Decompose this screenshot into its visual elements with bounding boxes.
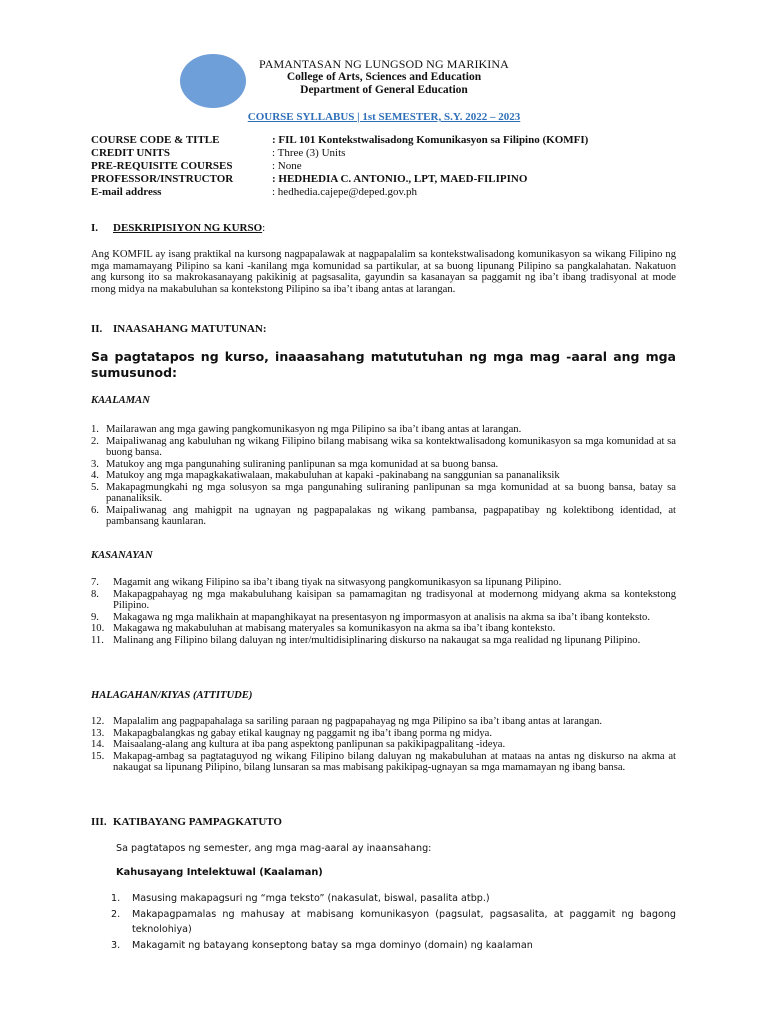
intellectual-list	[91, 891, 676, 953]
kasanayan-list	[91, 577, 676, 646]
list-item: 12. Mapalalim ang pagpapahalaga sa sariling paraan ng pagpapahayag ng mga Pilipino sa iba’t ibang antas at larangan.	[91, 716, 603, 727]
list-item: 9. Makagawa ng mga malikhain at mapanghikayat na presentasyon ng impormasyon at analisis na akma sa iba’t ibang konteksto.	[91, 611, 651, 623]
list-item: 3. Makagamit ng batayang konseptong batay sa mga dominyo (domain) ng kaalaman	[111, 939, 533, 951]
list-item: 1. Masusing makapagsuri ng “mga teksto” (nakasulat, biswal, pasalita atbp.)	[111, 893, 490, 904]
university-name: PAMANTASAN NG LUNGSOD NG MARIKINA	[259, 57, 509, 71]
kasanayan-heading: KASANAYAN	[91, 550, 153, 561]
halagahan-list	[91, 716, 676, 774]
list-item: 2. Makapagpamalas ng mahusay at mabisang komunikasyon (pagsulat, pagsasalita, at paggamit ng bagong teknolohiya)	[111, 908, 676, 935]
professor-label: PROFESSOR/INSTRUCTOR	[91, 173, 234, 185]
kaalaman-heading: KAALAMAN	[91, 395, 150, 406]
course-code-label: COURSE CODE & TITLE	[91, 134, 220, 146]
credit-units-value: : Three (3) Units	[272, 147, 346, 159]
list-item: 7. Magamit ang wikang Filipino sa iba’t ibang tiyak na sitwasyong pangkomunikasyon sa lipunang Pilipino.	[91, 577, 562, 588]
email-label: E-mail address	[91, 186, 162, 198]
professor-value: : HEDHEDIA C. ANTONIO., LPT, MAED-FILIPINO	[272, 173, 528, 185]
college-name: College of Arts, Sciences and Education	[286, 71, 482, 83]
course-description: Ang KOMFIL ay isang praktikal na kursong nagpapalawak at nagpapalalim sa kontekstwalisadong komunikasyon sa wikang Filipino ng mga mamamayang Pilipino sa kani -kanilang mga komunidad sa partikular, at sa buong lipunang Pilipino sa pangkalahatan. Nakatuon ang kursong ito sa makrokasanayang pakikinig at pagsasalita, gayundin sa kasanayan sa paggamit ng iba’t ibang tradisyonal at mode rnong midya na makabuluhan sa kontekstong Pilipino sa iba’t ibang antas at larangan.	[91, 249, 676, 295]
section-1-heading: I. DESKRIPISIYON NG KURSO:	[91, 222, 266, 234]
list-item: 13. Makapagbalangkas ng gabay etikal kaugnay ng paggamit ng iba’t ibang porma ng midya.	[91, 727, 493, 739]
halagahan-heading: HALAGAHAN/KIYAS (ATTITUDE)	[91, 690, 253, 701]
list-item: 3. Matukoy ang mga pangunahing suliraning panlipunan sa mga komunidad at sa buong bansa.	[91, 458, 499, 470]
outcomes-intro: Sa pagtatapos ng semester, ang mga mag-aaral ay inaansahang:	[116, 843, 432, 854]
list-item: 1. Mailarawan ang mga gawing pangkomunikasyon ng mga Pilipino sa iba’t ibang antas at larangan.	[91, 424, 522, 435]
intellectual-heading: Kahusayang Intelektuwal (Kaalaman)	[116, 867, 323, 878]
learning-outcomes-intro: Sa pagtatapos ng kurso, inaaasahang matututuhan ng mga mag -aaral ang mga sumusunod:	[91, 349, 676, 380]
email-value: : hedhedia.cajepe@deped.gov.ph	[272, 186, 418, 198]
syllabus-title: COURSE SYLLABUS | 1st SEMESTER, S.Y. 2022 – 2023	[247, 111, 521, 123]
prerequisite-value: : None	[272, 160, 302, 172]
department-name: Department of General Education	[300, 84, 468, 96]
list-item: 11. Malinang ang Filipino bilang daluyan ng inter/multidisiplinaring diskurso na nakaugat sa mga realidad ng lipunang Pilipino.	[91, 634, 641, 646]
list-item: 14. Maisaalang-alang ang kultura at iba pang aspektong panlipunan sa pakikipagpalitang -ideya.	[91, 739, 506, 750]
list-item: 15. Makapag-ambag sa pagtataguyod ng wikang Filipino bilang daluyan ng makabuluhan at mataas na antas ng diskurso na akma at nakaugat sa lipunang Pilipino, bilang lunsaran sa mas mabisang pakikipag-ugnayan sa mga mamamayan ng ibang bansa.	[91, 750, 676, 773]
list-item: 2. Maipaliwanag ang kabuluhan ng wikang Filipino bilang mabisang wika sa kontektwalisadong komunikasyon sa mga komunidad at sa buong bansa.	[91, 435, 676, 458]
list-item: 4. Matukoy ang mga mapagkakatiwalaan, makabuluhan at kapaki -pakinabang na sanggunian sa pananaliksik	[91, 470, 560, 481]
prerequisite-label: PRE-REQUISITE COURSES	[91, 160, 233, 172]
course-code-value: : FIL 101 Kontekstwalisadong Komunikasyon sa Filipino (KOMFI)	[272, 134, 589, 146]
credit-units-label: CREDIT UNITS	[91, 147, 170, 159]
list-item: 6. Maipaliwanag ang mahigpit na ugnayan ng pagpapalakas ng wikang pambansa, pagpapatibay ng kolektibong identidad, at pambansang kaunlaran.	[91, 504, 676, 527]
section-3-heading: III. KATIBAYANG PAMPAGKATUTO	[91, 816, 282, 828]
list-item: 8. Makapagpahayag ng mga makabuluhang kaisipan sa pamamagitan ng tradisyonal at modernong midyang akma sa kontekstong Pilipino.	[91, 588, 676, 611]
list-item: 5. Makapagmungkahi ng mga solusyon sa mga pangunahing suliraning panlipunan sa mga komunidad at sa buong bansa, batay sa pananaliksik.	[91, 481, 676, 504]
section-2-heading: II. INAASAHANG MATUTUNAN:	[91, 323, 267, 335]
kaalaman-list	[91, 424, 676, 528]
list-item: 10. Makagawa ng makabuluhan at mabisang materyales sa komunikasyon na akma sa iba’t ibang konteksto.	[91, 623, 556, 634]
